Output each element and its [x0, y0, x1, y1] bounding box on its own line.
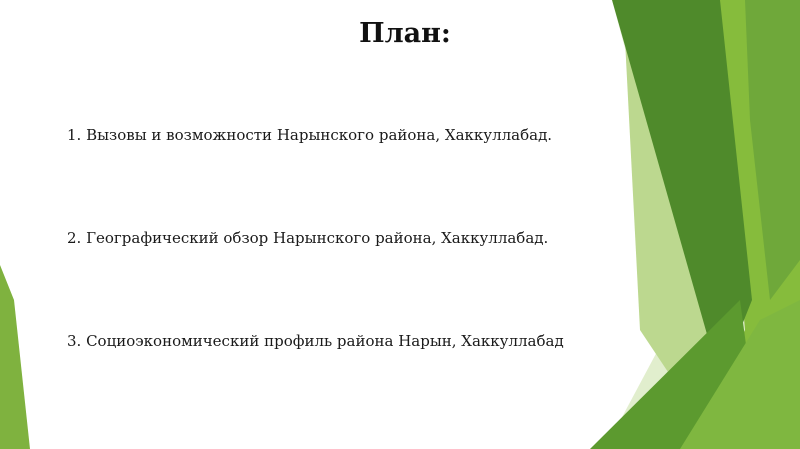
slide-title: План:: [359, 18, 451, 49]
plan-item-3: 3. Социоэкономический профиль района Нарын, Хаккуллабад: [67, 332, 564, 350]
plan-item-1: 1. Вызовы и возможности Нарынского района, Хаккуллабад.: [67, 126, 553, 144]
left-green-stripe: [0, 265, 30, 449]
plan-item-2: 2. Географический обзор Нарынского района, Хаккуллабад.: [67, 229, 549, 247]
